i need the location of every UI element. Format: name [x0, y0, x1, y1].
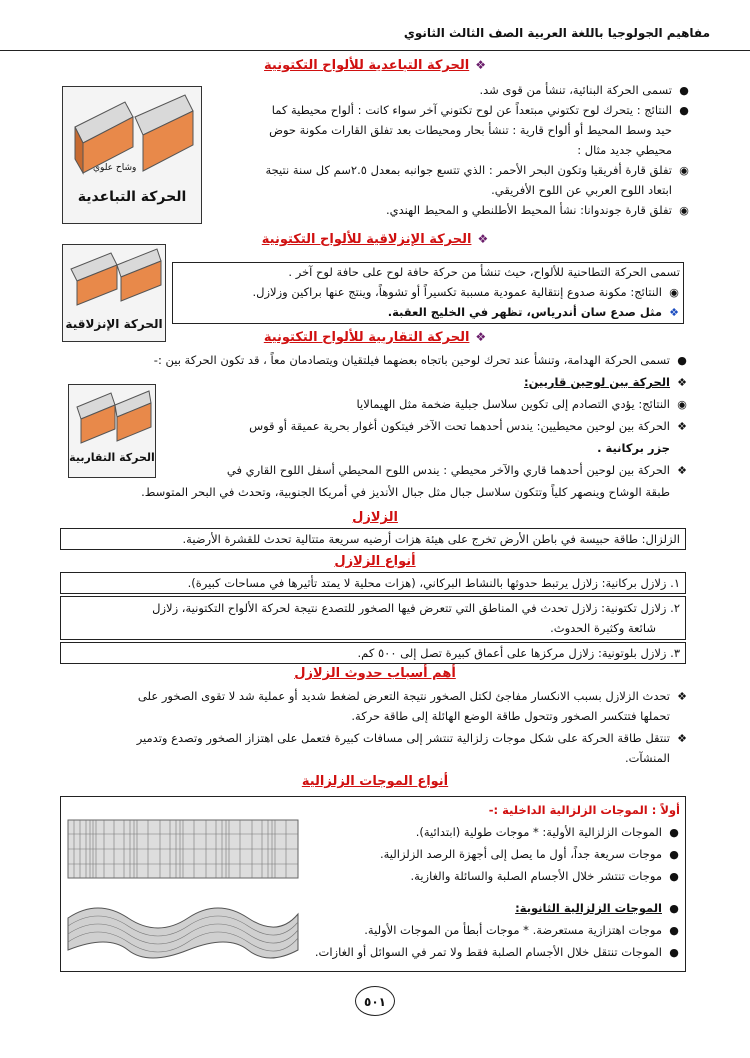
convergent-diagram: [71, 385, 155, 447]
primary-line-1: ●الموجات الزلزالية الأولية: * موجات طولية (ابتدائية).: [415, 825, 679, 839]
divergent-line-3: حيد وسط المحيط أو ألواح قارية : تنشأ بحار ومحيطات بعد تفلق القارات مكونة حوض: [269, 123, 672, 137]
eq-type-2b: شائعة وكثيرة الحدوث.: [550, 621, 656, 635]
divergent-line-6: ابتعاد اللوح العربي عن اللوح الأفريقي.: [491, 183, 672, 197]
secondary-line-2: ●موجات اهتزازية مستعرضة. * موجات أبطأ من الموجات الأولية.: [364, 923, 679, 937]
convergent-caption: الحركة التقاربية: [69, 451, 155, 464]
eq-type-3: ٣. زلازل بلوتونية: زلازل مركزها على أعماق كبيرة تصل إلى ٥٠٠ كم.: [357, 646, 680, 660]
divergent-caption: الحركة التباعدية: [77, 189, 187, 205]
eq-type-1: ١. زلازل بركانية: زلازل يرتبط حدوثها بالنشاط البركاني، (هزات محلية لا يمتد تأثيرها في مساحات كبيرة).: [187, 576, 680, 590]
transform-caption: الحركة الإنزلاقية: [65, 317, 163, 331]
section-title-convergent: ❖الحركة التقاربية للألواح التكتونية: [263, 330, 487, 345]
divergent-line-4: محيطي جديد مثال :: [577, 143, 672, 157]
header-title: مفاهيم الجولوجيا باللغة العربية الصف الثالث الثانوي: [403, 26, 710, 40]
transform-diagram: [65, 245, 165, 311]
primary-line-3: ●موجات تنتشر خلال الأجسام الصلبة والسائلة والغازية.: [410, 869, 679, 883]
primary-line-2: ●موجات سريعة جداً، أول ما يصل إلى أجهزة الرصد الزلزالية.: [379, 847, 679, 861]
divergent-line-2: ●النتائج : يتحرك لوح تكتوني مبتعداً عن لوح تكتوني آخر سواء كانت : ألواح محيطية كما: [271, 103, 689, 117]
section-title-eq-causes: أهم أسباب حدوث الزلازل: [294, 666, 456, 681]
section-title-eq-types: أنواع الزلازل: [334, 554, 416, 569]
section-title-wave-types: أنواع الموجات الزلزالية: [301, 774, 449, 789]
cause-line-4: المنشآت.: [624, 751, 670, 765]
transform-line-1: تسمى الحركة التطاحنية للألواح، حيث تنشأ من حركة حافة لوح على حافة لوح آخر .: [288, 265, 680, 279]
diamond-icon: ❖: [475, 58, 486, 72]
cause-line-2: تحملها فتتكسر الصخور وتتحول طاقة الوضع الهائلة إلى طاقة حركة.: [351, 709, 670, 723]
convergent-line-3: ◉النتائج: يؤدي التصادم إلى تكوين سلاسل جبلية ضخمة مثل الهيمالايا: [356, 397, 687, 411]
diamond-icon: ❖: [477, 232, 489, 246]
convergent-line-2: ❖الحركة بين لوحين قاريين:: [523, 375, 687, 389]
secondary-wave-diagram: [64, 896, 304, 968]
primary-wave-diagram: [64, 814, 304, 888]
section-title-transform: ❖الحركة الإنزلاقية للألواح التكتونية: [261, 232, 489, 247]
transform-line-2: ◉النتائج: مكونة صدوع إنتقالية عمودية مسببة تكسيراً أو تشوهاً، وينتج عنها براكين وزلازل.: [252, 285, 679, 299]
diamond-icon: ❖: [475, 330, 487, 344]
convergent-image: [68, 384, 156, 478]
transform-line-3: ❖مثل صدع سان أندرياس، تظهر في الخليج العقبة.: [387, 305, 679, 319]
convergent-line-1: ●تسمى الحركة الهدامة، وتنشأ عند تحرك لوحين باتجاه بعضهما فيلتقيان ويتصادمان معاً ، قد تكون الحركة بين :-: [153, 353, 687, 367]
transform-image: [62, 244, 166, 342]
mantle-label: وشاح علوي: [93, 163, 137, 173]
eq-type-2a: ٢. زلازل تكتونية: زلازل تحدث في المناطق التي تتعرض فيها الصخور للتصدع نتيجة لحركة الألواح التكتونية، زلازل: [152, 601, 680, 615]
page-number: ٥٠١: [355, 986, 395, 1016]
divergent-image: [62, 86, 202, 224]
convergent-line-5: جزر بركانية .: [597, 441, 670, 455]
earthquake-def: الزلزال: طاقة حبيسة في باطن الأرض تخرج على هيئة هزات أرضيه سريعة متتالية تحدث للقشرة الأرضية.: [182, 532, 680, 546]
secondary-line-3: ●الموجات تنتقل خلال الأجسام الصلبة فقط ولا تمر في السوائل أو الغازات.: [314, 945, 679, 959]
divergent-line-5: ◉تفلق قارة أفريقيا وتكون البحر الأحمر : الذي تتسع جوانبه بمعدل ٢.٥سم كل سنة نتيجة: [265, 163, 689, 177]
secondary-line-1: ●الموجات الزلزالية الثانوية:: [515, 901, 679, 915]
section-title-earthquakes: الزلازل: [352, 510, 398, 525]
cause-line-3: ❖تنتقل طاقة الحركة على شكل موجات زلزالية تنتشر إلى مسافات كبيرة فتعمل على اهتزاز الصخور وتصدع وتدمير: [136, 731, 687, 745]
convergent-line-4: ❖الحركة بين لوحين محيطيين: يندس أحدهما تحت الآخر فيتكون أغوار بحرية عميقة أو قوس: [249, 419, 687, 433]
divergent-line-1: ●تسمى الحركة البنائية، تنشأ من قوى شد.: [479, 83, 689, 97]
convergent-line-6: ❖الحركة بين لوحين أحدهما قاري والآخر محيطي : يندس اللوح المحيطي أسفل اللوح القاري في: [226, 463, 687, 477]
convergent-line-7: طبقة الوشاح وينصهر كلياً وتتكون سلاسل جبال مثل جبال الأنديز في أمريكا الجنوبية، وتحدث في البحر المتوسط.: [141, 485, 670, 499]
section-title-divergent: ❖الحركة التباعدية للألواح التكتونية: [264, 58, 486, 73]
cause-line-1: ❖تحدث الزلازل بسبب الانكسار مفاجئ لكتل الصخور نتيجة التعرض لضغط شديد أو عملية شد لا تقوى الصخور على: [137, 689, 687, 703]
waves-subtitle: أولاً : الموجات الزلزالية الداخلية :-: [488, 803, 680, 817]
divergent-line-7: ◉تفلق قارة جوندوانا: نشأ المحيط الأطلنطي و المحيط الهندي.: [385, 203, 689, 217]
page-header: [0, 22, 750, 51]
